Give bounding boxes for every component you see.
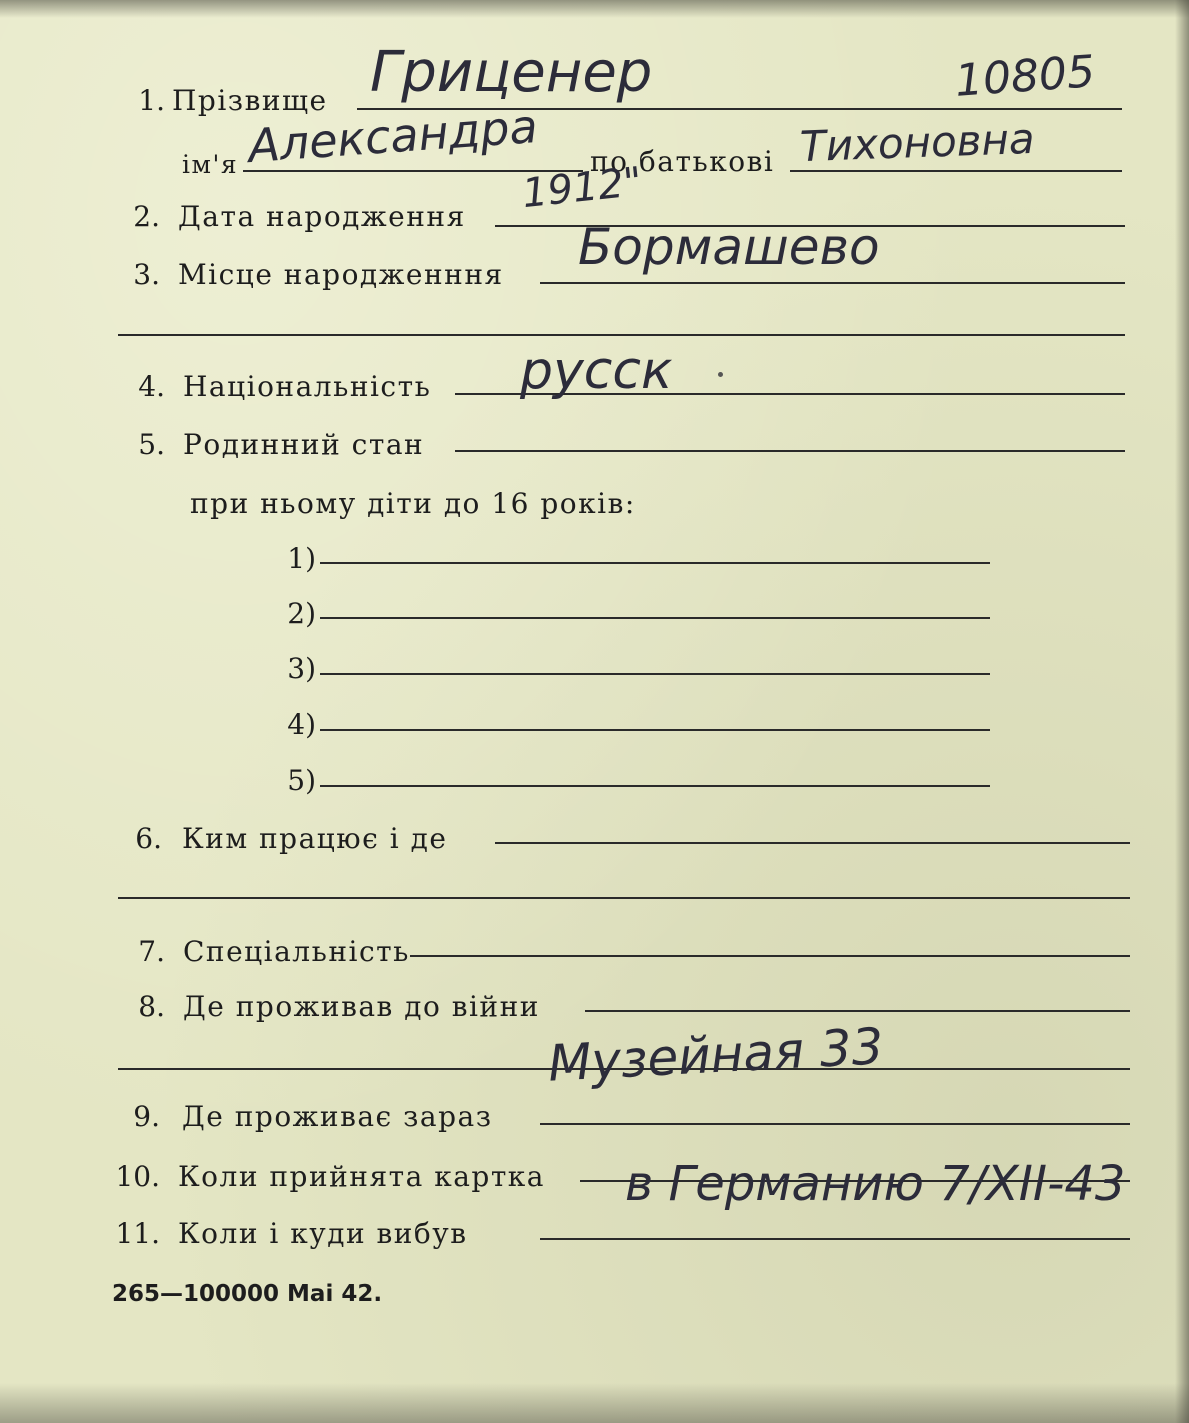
child-2-line: [320, 617, 990, 619]
field-8-label: Де проживав до війни: [183, 990, 540, 1023]
field-11-label: Коли і куди вибув: [178, 1217, 468, 1250]
child-4-line: [320, 729, 990, 731]
field-10-label: Коли прийнята картка: [178, 1160, 545, 1193]
ink-dot: [718, 372, 723, 377]
field-8-value: Музейная 33: [546, 1017, 885, 1093]
field-4-number: 4.: [138, 370, 165, 403]
paper-shadow-bottom: [0, 1383, 1189, 1423]
child-5-line: [320, 785, 990, 787]
field-1b-value2: Тихоновна: [799, 113, 1036, 172]
field-1-number: 1.: [138, 84, 165, 117]
field-9-number: 9.: [133, 1100, 160, 1133]
field-3-line: [540, 282, 1125, 284]
child-5-number: 5): [287, 764, 316, 797]
field-5-sub-label: при ньому діти до 16 років:: [190, 487, 636, 520]
field-4-value: русск: [520, 341, 673, 401]
field-7-line: [410, 955, 1130, 957]
field-6-number: 6.: [135, 822, 162, 855]
field-11-number: 11.: [115, 1217, 160, 1250]
field-10-number: 10.: [115, 1160, 160, 1193]
field-3-number: 3.: [133, 258, 160, 291]
field-2-number: 2.: [133, 200, 160, 233]
print-code: 265—100000 Mai 42.: [112, 1281, 383, 1307]
paper-shadow-right: [1175, 0, 1189, 1423]
paper-shadow-top: [0, 0, 1189, 18]
field-7-label: Спеціальність: [183, 935, 410, 968]
child-3-number: 3): [287, 652, 316, 685]
field-1b-label2: по батькові: [590, 145, 775, 178]
field-5-line: [455, 450, 1125, 452]
field-5-label: Родинний стан: [183, 428, 425, 461]
child-2-number: 2): [287, 597, 316, 630]
field-5-number: 5.: [138, 428, 165, 461]
field-1b-value: Александра: [246, 98, 540, 174]
field-9-line: [540, 1123, 1130, 1125]
field-3-value: Бормашево: [578, 218, 880, 276]
child-4-number: 4): [287, 708, 316, 741]
field-1b-label: ім'я: [182, 150, 239, 179]
field-4-label: Національність: [183, 370, 432, 403]
field-1-value: Гриценер: [370, 40, 653, 105]
field-6-line: [495, 842, 1130, 844]
field-9-label: Де проживає зараз: [182, 1100, 493, 1133]
field-2-label: Дата народження: [178, 200, 466, 233]
child-1-line: [320, 562, 990, 564]
child-1-number: 1): [287, 542, 316, 575]
field-8-line: [585, 1010, 1130, 1012]
card-number: 10805: [953, 46, 1097, 107]
field-6-extra-line: [118, 897, 1130, 899]
field-10-value: в Германию 7/XII-43: [625, 1156, 1126, 1212]
field-3-extra-line: [118, 334, 1125, 336]
field-3-label: Місце народженння: [178, 258, 504, 291]
field-7-number: 7.: [138, 935, 165, 968]
field-1b-line2: [790, 170, 1122, 172]
field-2-value: 1912": [519, 158, 645, 218]
field-8-number: 8.: [138, 990, 165, 1023]
field-1-label: Прізвище: [172, 84, 328, 117]
child-3-line: [320, 673, 990, 675]
field-11-line: [540, 1238, 1130, 1240]
field-6-label: Ким працює і де: [182, 822, 448, 855]
